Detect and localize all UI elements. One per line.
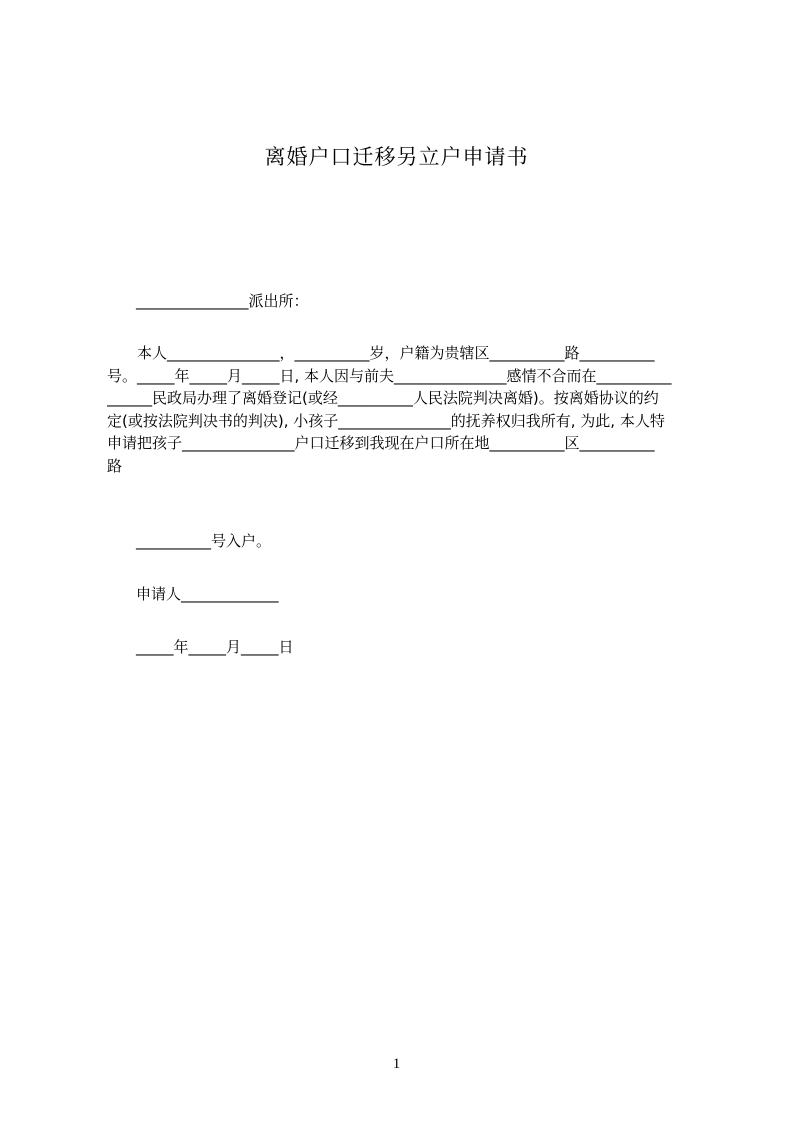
- applicant-signature-line: 申请人_____________: [136, 585, 279, 603]
- document-title: 离婚户口迁移另立户申请书: [264, 145, 529, 169]
- body-line: 定(或按法院判决书的判决), 小孩子_______________的抚养权归我所有, 为此, 本人特: [107, 411, 665, 430]
- body-line: 本人_______________，__________岁，户籍为贵辖区__________路__________: [107, 344, 655, 362]
- page-number: 1: [392, 1056, 401, 1072]
- date-line: _____年_____月_____日: [136, 638, 294, 656]
- body-line: 号。_____年_____月_____日, 本人因与前夫_______________感情不合而在__________: [107, 366, 672, 385]
- body-line: ______民政局办理了离婚登记(或经__________人民法院判决离婚)。按离婚协议的约: [107, 389, 659, 407]
- application-body: [107, 342, 699, 477]
- addressee-line: _______________派出所：: [136, 292, 309, 310]
- body-line: 申请把孩子_______________户口迁移到我现在户口所在地__________区__________: [107, 434, 655, 452]
- house-number-line: __________号入户。: [136, 532, 272, 550]
- body-line: 路: [107, 456, 123, 475]
